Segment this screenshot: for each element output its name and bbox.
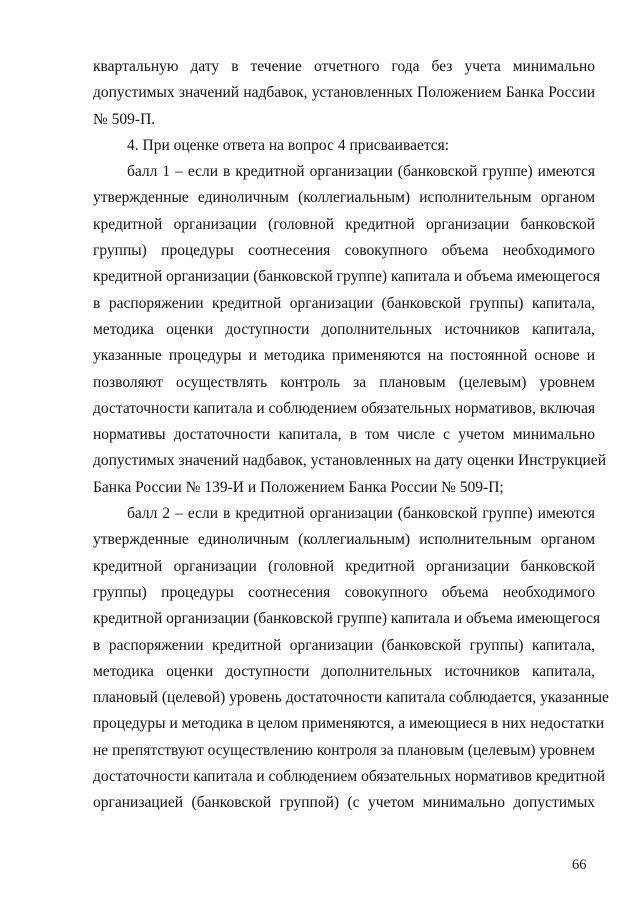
text-line: Банка России № 139-И и Положением Банка России № 509-П; — [93, 478, 504, 496]
text-line: балл 2 – если в кредитной организации (банковской группе) имеются — [127, 505, 595, 523]
text-line: в распоряжении кредитной организации (банковской группы) капитала, — [93, 636, 595, 654]
text-line: не препятствуют осуществлению контроля за плановым (целевым) уровнем — [93, 741, 595, 759]
text-line: балл 1 – если в кредитной организации (банковской группе) имеются — [127, 163, 595, 181]
text-line: кредитной организации (головной кредитной организации банковской — [93, 215, 595, 233]
text-line: кредитной организации (головной кредитной организации банковской — [93, 557, 595, 575]
paragraph-score-2 — [93, 501, 609, 817]
page-number: 66 — [572, 857, 587, 873]
text-line: допустимых значений надбавок, установленных Положением Банка России — [93, 84, 595, 102]
text-line: методика оценки доступности дополнительных источников капитала, — [93, 320, 595, 338]
document-body — [93, 54, 609, 817]
text-line: плановый (целевой) уровень достаточности капитала соблюдается, указанные — [93, 689, 609, 707]
paragraph-item-4 — [93, 133, 595, 159]
text-line: допустимых значений надбавок, установленных на дату оценки Инструкцией — [93, 452, 606, 470]
text-line: позволяют осуществлять контроль за плановым (целевым) уровнем — [93, 373, 595, 391]
text-line: 4. При оценке ответа на вопрос 4 присваивается: — [127, 136, 450, 154]
text-line: в распоряжении кредитной организации (банковской группы) капитала, — [93, 294, 595, 312]
text-line: группы) процедуры соотнесения совокупного объема необходимого — [93, 583, 595, 601]
text-line: достаточности капитала и соблюдением обязательных нормативов кредитной — [93, 768, 606, 786]
text-line: кредитной организации (банковской группе) капитала и объема имеющегося — [93, 610, 601, 628]
text-line: № 509-П. — [93, 110, 156, 128]
text-line: процедуры и методика в целом применяются, а имеющиеся в них недостатки — [93, 715, 605, 733]
text-line: достаточности капитала и соблюдением обязательных нормативов, включая — [93, 399, 596, 417]
text-line: нормативы достаточности капитала, в том числе с учетом минимально — [93, 426, 595, 444]
paragraph-score-1 — [93, 159, 606, 501]
text-line: квартальную дату в течение отчетного года без учета минимально — [93, 58, 595, 75]
text-line: группы) процедуры соотнесения совокупного объема необходимого — [93, 242, 595, 260]
text-line: утвержденные единоличным (коллегиальным) исполнительным органом — [93, 189, 595, 207]
text-line: методика оценки доступности дополнительных источников капитала, — [93, 662, 595, 680]
text-line: утвержденные единоличным (коллегиальным) исполнительным органом — [93, 531, 595, 549]
text-line: указанные процедуры и методика применяются на постоянной основе и — [93, 347, 595, 365]
text-line: организацией (банковской группой) (с учетом минимально допустимых — [93, 794, 595, 812]
paragraph-continuation — [93, 54, 595, 133]
text-line: кредитной организации (банковской группе) капитала и объема имеющегося — [93, 268, 601, 286]
